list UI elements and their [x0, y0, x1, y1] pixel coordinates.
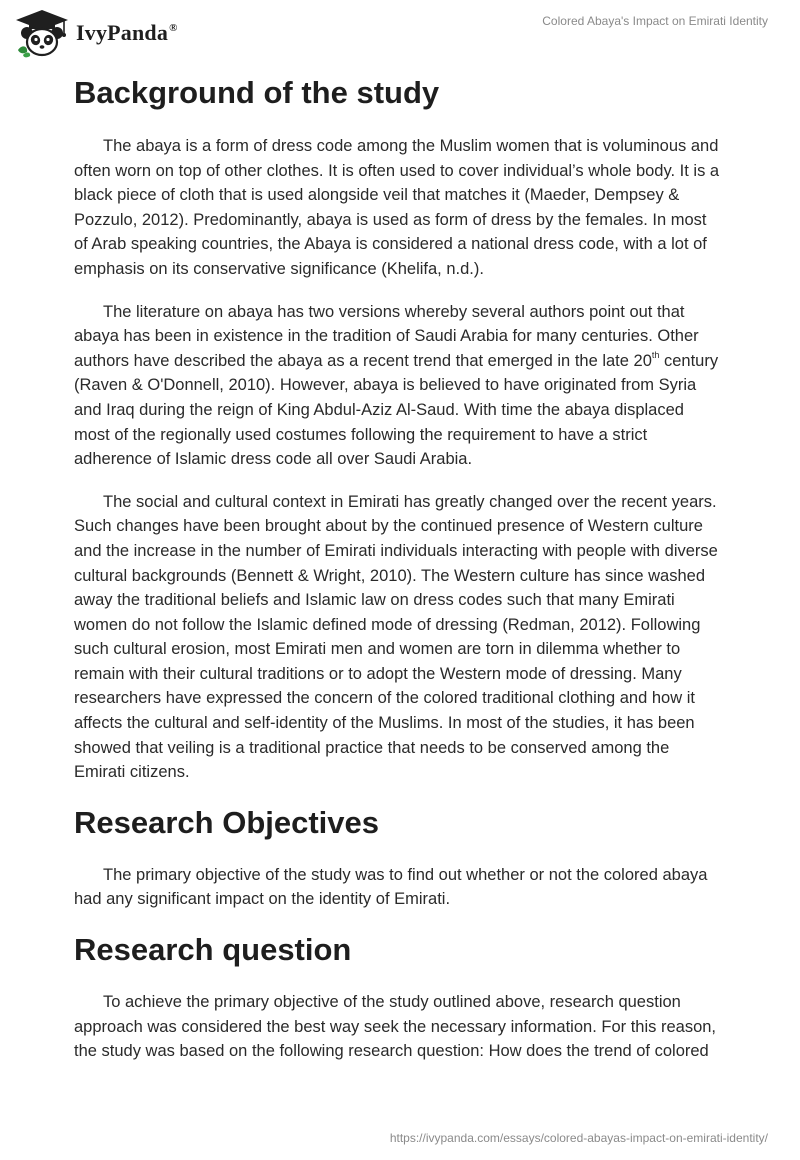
document-title: Colored Abaya's Impact on Emirati Identity: [542, 14, 768, 28]
heading-research-question: Research question: [74, 932, 352, 968]
paragraph-objectives-1: The primary objective of the study was to find out whether or not the colored abaya had any significant impact on the identity of Emirati.: [74, 865, 708, 909]
footer-url[interactable]: https://ivypanda.com/essays/colored-abayas-impact-on-emirati-identity/: [389, 1131, 768, 1145]
heading-background: Background of the study: [74, 75, 440, 110]
paragraph-question-1: To achieve the primary objective of the study outlined above, research question approach was considered the best way seek the necessary information. For this reason, the study was based on the following research question: How does the trend of colored: [74, 993, 717, 1061]
paragraph-background-1: The abaya is a form of dress code among the Muslim women that is voluminous and often worn on top of other clothes. It is often used to cover individual’s whole body. It is a black piece of cloth that is used alongside veil that matches it (Maeder, Dempsey & Pozzulo, 2012). Predominantly, abaya is used as form of dress by the females. In most of Arab speaking countries, the Abaya is considered a national dress code, with a lot of emphasis on its conservative significance (Khelifa, n.d.).: [74, 137, 720, 278]
paragraph-background-3: The social and cultural context in Emirati has greatly changed over the recent years. Such changes have been brought about by the continued presence of Western culture and the increase in the number of Emirati individuals interacting with people with diverse cultural backgrounds (Bennett & Wright, 2010). The Western culture has since washed away the traditional beliefs and Islamic law on dress codes such that many Emirati women do not follow the Islamic defined mode of dressing (Redman, 2012). Following such cultural erosion, most Emirati men and women are torn in dilemma whether to remain with their cultural traditions or to adopt the Western mode of dressing. Many researchers have expressed the concern of the colored traditional clothing and how it affects the cultural and self-identity of the Muslims. In most of the studies, it has been showed that veiling is a traditional practice that needs to be conserved among the Emirati citizens.: [74, 492, 718, 782]
article-body: [74, 70, 724, 1064]
heading-objectives: Research Objectives: [74, 804, 380, 840]
superscript-th: th: [651, 349, 660, 360]
brand-name: IvyPanda®: [76, 20, 178, 45]
paragraph-background-2: The literature on abaya has two versions whereby several authors point out that abaya has been in existence in the tradition of Saudi Arabia for many centuries. Other authors have described the abaya as a recent trend that emerged in the late 20th century (Raven & O'Donnell, 2010). However, abaya is believed to have originated from Syria and Iraq during the reign of King Abdul-Aziz Al-Saud. With time the abaya displaced most of the regionally used costumes following the requirement to have a strict adherence of Islamic dress code all over Saudi Arabia.: [74, 302, 719, 469]
ivypanda-logo[interactable]: [14, 8, 178, 58]
page-header: [0, 0, 800, 70]
panda-graduate-icon: [14, 8, 70, 58]
